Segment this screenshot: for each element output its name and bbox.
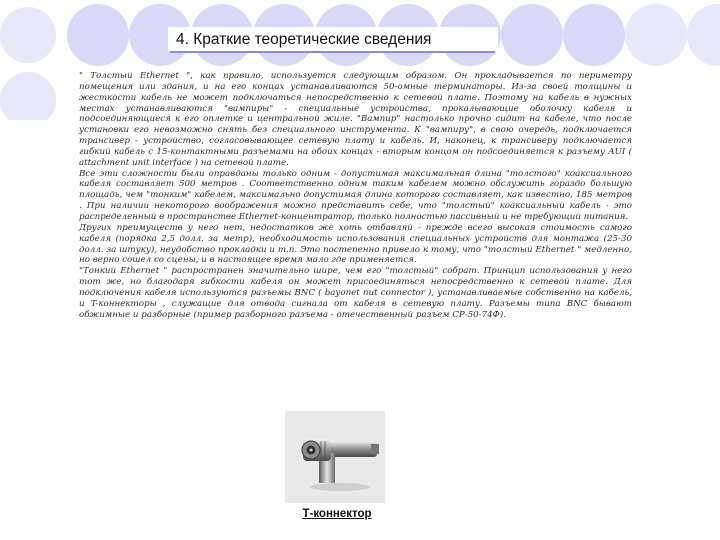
circle-10 — [625, 4, 687, 66]
paragraph-thick-ethernet: " Толстый Ethernet ", как правило, используется следующим образом. Он прокладывается по периметру помещения или здания, и на его концах устанавливаются 50-омные терминаторы. Из-за своей толщины и жесткости кабель не может подключаться непосредственно к сетевой плате. Поэтому на кабель в нужных местах устанавливаются "вампиры" - специальные устройства, прокалывающие оболочку кабеля и подсоединяющиеся к его оплетке и центральной жиле. "Вампир" настолько прочно сидит на кабеле, что после установки его невозможно снять без специального инструмента. К "вампиру", в свою очередь, подключается трансивер - устройство, согласовывающее сетевую плату и кабель. И, наконец, к трансиверу подключается гибкий кабель с 15-контактными разъемами на обоих концах - вторым концом он подсоединяется к разъему AUI ( attachment unit interface ) на сетевой плате. — [79, 71, 632, 168]
circle-left-1 — [0, 7, 56, 63]
paragraph-thin-ethernet: "Тонкий Ethernet " распространен значительно шире, чем его "толстый" собрат. Принцип использования у него тот же, но благодаря гибкости кабеля он может присоединяться непосредственно к сетевой плате. Для подключения кабеля используются разъемы BNC ( bayonet nut connector ), устанавливаемые собственно на кабель, и T-коннекторы , служащие для отвода сигнала от кабеля в сетевую плату. Разъемы типа BNC бывают обжимные и разборные (пример разборного разъема - отечественный разъем СР-50-74Ф). — [79, 266, 632, 320]
circle-1 — [67, 4, 129, 66]
circle-left-2 — [0, 72, 56, 120]
t-connector-icon — [285, 411, 385, 503]
paragraph-cable-length: Все эти сложности были оправданы только одним - допустимая максимальная длина "толстого" коаксиального кабеля составляет 500 метров . Соответственно одним таким кабелем можно обслужить гораздо большую площадь, чем "тонким" кабелем, максимально допустимая длина которого составляет, как известно, 185 метров . При наличии некоторого воображения можно представить себе, что "толстый" коаксиальный кабель - это распределенный в пространстве Ethernet-концентратор, только полностью пассивный и не требующий питания. — [79, 168, 632, 222]
paragraph-drawbacks: Других преимуществ у него нет, недостатков же хоть отбавляй - прежде всего высокая стоимость самого кабеля (порядка 2,5 долл. за метр), необходимость использования специальных устройств для монтажа (25-30 долл. за штуку), неудобство прокладки и т.п. Это постепенно привело к тому, что "толстый Ethernet " медленно, но верно сошел со сцены, и в настоящее время мало где применяется. — [79, 222, 632, 266]
circle-11 — [687, 4, 720, 66]
theory-text — [79, 71, 632, 320]
t-connector-photo — [285, 411, 385, 503]
slide-title: 4. Краткие теоретические сведения — [176, 31, 432, 48]
figure-caption: Т-коннектор — [302, 508, 372, 520]
